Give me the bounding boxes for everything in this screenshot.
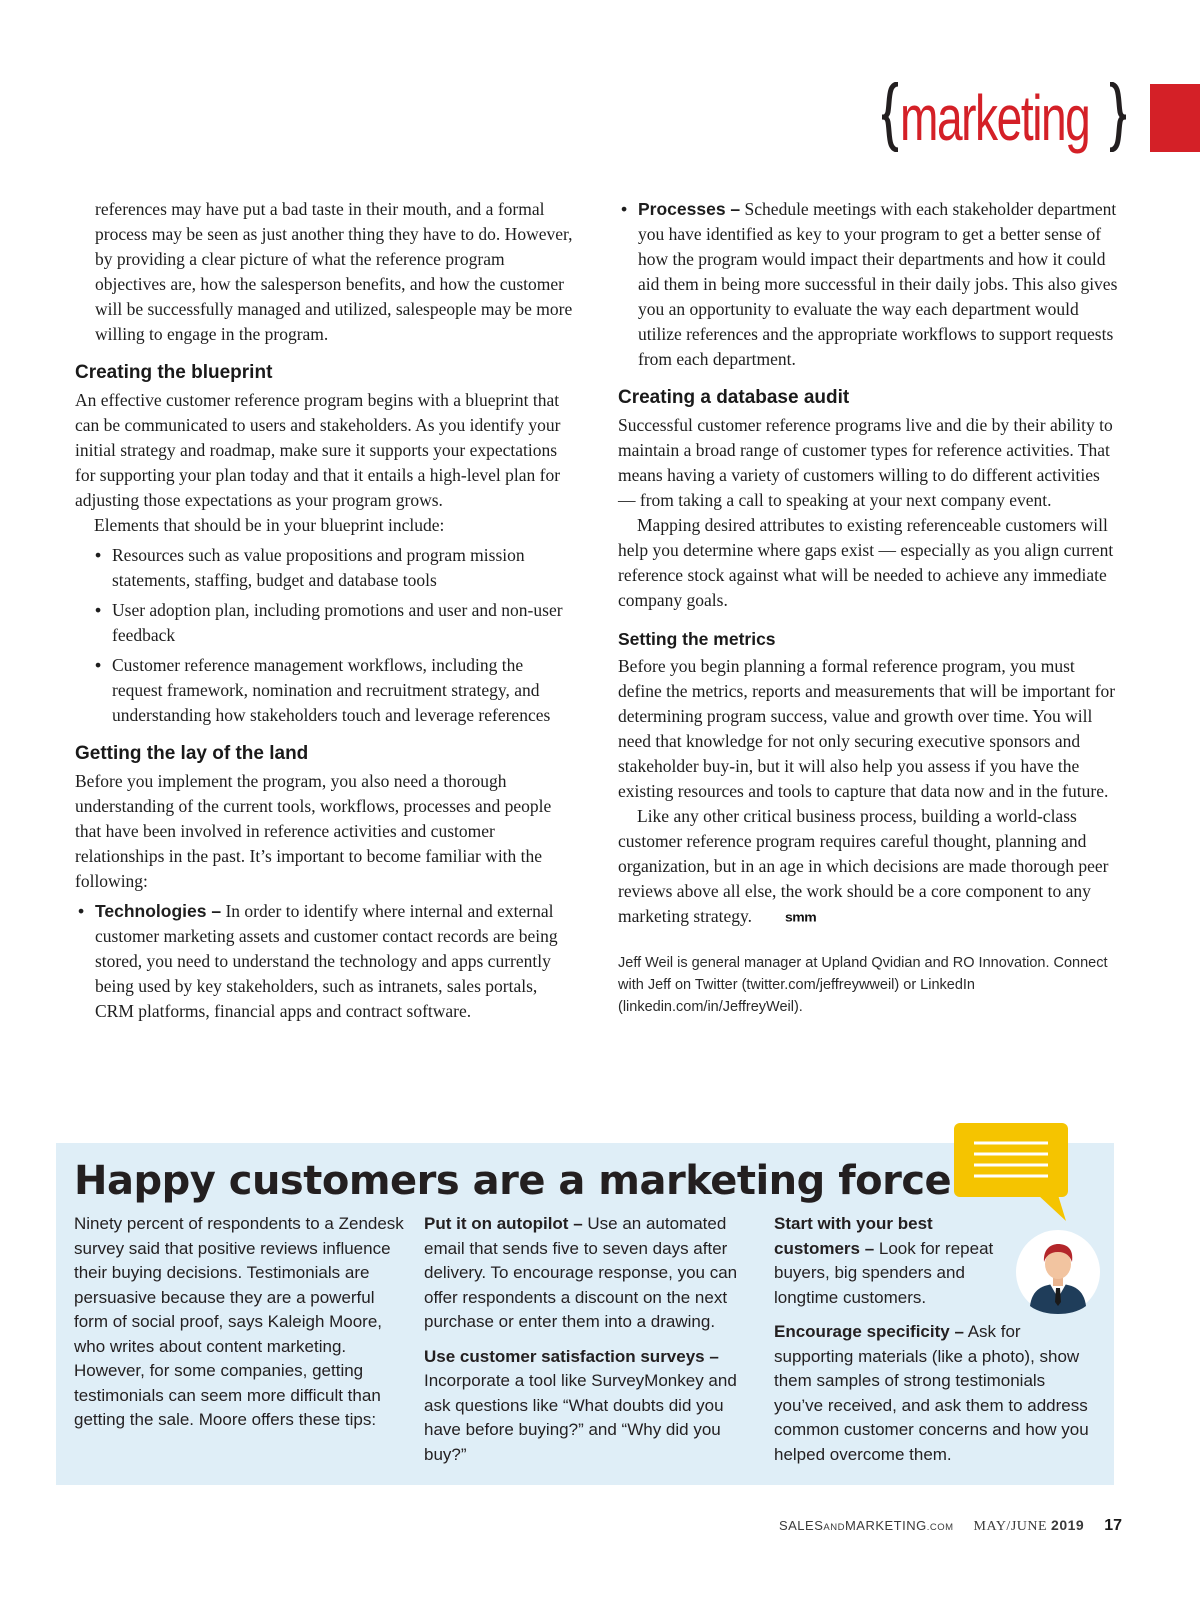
page-number: 17 (1104, 1517, 1122, 1534)
tip-text: Look for repeat buyers, big spenders and longtime customers. (774, 1238, 994, 1307)
customer-avatar-icon (1016, 1230, 1100, 1314)
blueprint-elements-intro: Elements that should be in your blueprint include: (94, 515, 445, 535)
list-item: • Customer reference management workflows, including the request framework, nomination and recruitment strategy, and understanding how stakeholders touch and leverage references (112, 653, 575, 728)
page-footer (779, 1517, 1122, 1537)
sidebar-title: Happy customers are a marketing force (74, 1158, 952, 1204)
bracket-left-icon (880, 82, 902, 152)
tip-autopilot (424, 1212, 754, 1335)
tip-surveys (424, 1345, 754, 1468)
tip-lead: Start with your best customers – (774, 1214, 933, 1258)
blueprint-bullet-list (75, 543, 575, 728)
technologies-text: In order to identify where internal and external customer marketing assets and customer contact records are being stored, you need to understand the technology and apps currently being used by key stakeholders, such as intranets, sales portals, CRM platforms, financial apps and contract software. (95, 901, 558, 1021)
processes-bullet-list (618, 197, 1118, 372)
smm-end-mark: smm (784, 909, 817, 925)
section-red-bar (1150, 84, 1200, 152)
metrics-paragraph-1: Before you begin planning a formal reference program, you must define the metrics, reports and measurements that will be important for determining program success, value and growth over time. You will need that knowledge for not only securing executive sponsors and stakeholder buy-in, but it will also help you assess if you have the existing resources and tools to capture that data now and in the future. (618, 656, 1116, 801)
footer-issue-year: 2019 (1051, 1517, 1085, 1533)
blueprint-paragraph: An effective customer reference program begins with a blueprint that can be communicated to users and stakeholders. As you identify your initial strategy and roadmap, make sure it supports your expectations for supporting your plan today and that it entails a high-level plan for adjusting those expectations as your program grows. (75, 390, 561, 510)
metrics-paragraph-2 (618, 804, 1118, 930)
footer-site-suffix: MARKETING (844, 1518, 927, 1533)
tip-specificity (774, 1320, 1094, 1467)
list-item: • User adoption plan, including promotions and user and non-user feedback (112, 598, 575, 648)
footer-issue-month: MAY/JUNE (973, 1519, 1048, 1534)
tip-lead: Put it on autopilot – (424, 1214, 583, 1233)
land-heading: Getting the lay of the land (75, 743, 309, 764)
audit-heading: Creating a database audit (618, 387, 850, 408)
footer-site-prefix: SALES (778, 1518, 824, 1533)
footer-site-and: AND (823, 1522, 845, 1533)
tip-text: Incorporate a tool like SurveyMonkey and ask questions like “What doubts did you have before buying?” and “Why did you buy?” (424, 1371, 737, 1464)
author-bio: Jeff Weil is general manager at Upland Qvidian and RO Innovation. Connect with Jeff on Twitter (twitter.com/jeffreywweil) or LinkedIn (linkedin.com/in/JeffreyWeil). (618, 955, 1108, 1015)
blueprint-heading: Creating the blueprint (75, 362, 273, 383)
tip-text: Ask for supporting materials (like a photo), show them samples of strong testimonials you’ve received, and ask them to address common customer concerns and how you helped overcome them. (774, 1322, 1089, 1464)
tip-lead: Encourage specificity – (774, 1322, 964, 1341)
tip-best-customers (774, 1212, 1000, 1310)
land-paragraph: Before you implement the program, you also need a thorough understanding of the current tools, workflows, processes and people that have been involved in reference activities and customer relationships in the past. It’s important to become familiar with the following: (75, 771, 552, 891)
audit-paragraph-1: Successful customer reference programs live and die by their ability to maintain a broad range of customer types for reference activities. That means having a variety of customers willing to do different activities — from taking a call to speaking at your next company event. (618, 415, 1113, 510)
intro-paragraph: references may have put a bad taste in their mouth, and a formal process may be seen as just another thing they have to do. However, by providing a clear picture of what the reference program objectives are, how the salesperson benefits, and how the customer will be successfully managed and utilized, salespeople may be more willing to engage in the program. (95, 199, 573, 344)
list-item (95, 899, 575, 1024)
sidebar-column-1 (74, 1212, 404, 1433)
bracket-right-icon (1106, 82, 1130, 152)
chat-bubble-icon (952, 1121, 1070, 1221)
technologies-lead: Technologies – (95, 901, 222, 921)
sidebar-box (56, 1143, 1114, 1485)
tip-text: Use an automated email that sends five to seven days after delivery. To encourage response, you can offer respondents a discount on the next purchase or enter them into a drawing. (424, 1214, 738, 1331)
list-item: • Resources such as value propositions and program mission statements, staffing, budget and database tools (112, 543, 575, 593)
sidebar-column-2 (424, 1212, 754, 1467)
processes-text: Schedule meetings with each stakeholder department you have identified as key to your program to get a better sense of how the program would impact their departments and how it could aid them in being more successful in their daily jobs. This also gives you an opportunity to evaluate the way each department would utilize references and the appropriate workflows to support requests from each department. (638, 199, 1118, 369)
tip-lead: Use customer satisfaction surveys – (424, 1346, 719, 1366)
section-label: marketing (900, 82, 1090, 154)
metrics-heading: Setting the metrics (618, 629, 776, 649)
sidebar-intro: Ninety percent of respondents to a Zendesk survey said that positive reviews influence their buying decisions. Testimonials are persuasive because they are a powerful form of social proof, says Kaleigh Moore, who writes about content marketing. However, for some companies, getting testimonials can seem more difficult than getting the sale. Moore offers these tips: (74, 1214, 404, 1429)
article-right-column (618, 197, 1118, 1018)
footer-site (779, 1518, 954, 1533)
section-header (880, 78, 1200, 158)
list-item (638, 197, 1118, 372)
processes-lead: Processes – (638, 199, 741, 219)
metrics-paragraph-2-text: Like any other critical business process, building a world-class customer reference program requires careful thought, planning and organization, but in an age in which decisions are made thorough peer reviews above all else, the work should be a core component to any marketing strategy. (618, 806, 1109, 926)
footer-site-tld: .COM (926, 1522, 954, 1533)
footer-issue (974, 1517, 1085, 1535)
audit-paragraph-2: Mapping desired attributes to existing referenceable customers will help you determine where gaps exist — especially as you align current reference stock against what will be needed to achieve any immediate company goals. (618, 515, 1114, 610)
article-left-column (75, 197, 575, 1024)
land-bullet-list (75, 899, 575, 1024)
